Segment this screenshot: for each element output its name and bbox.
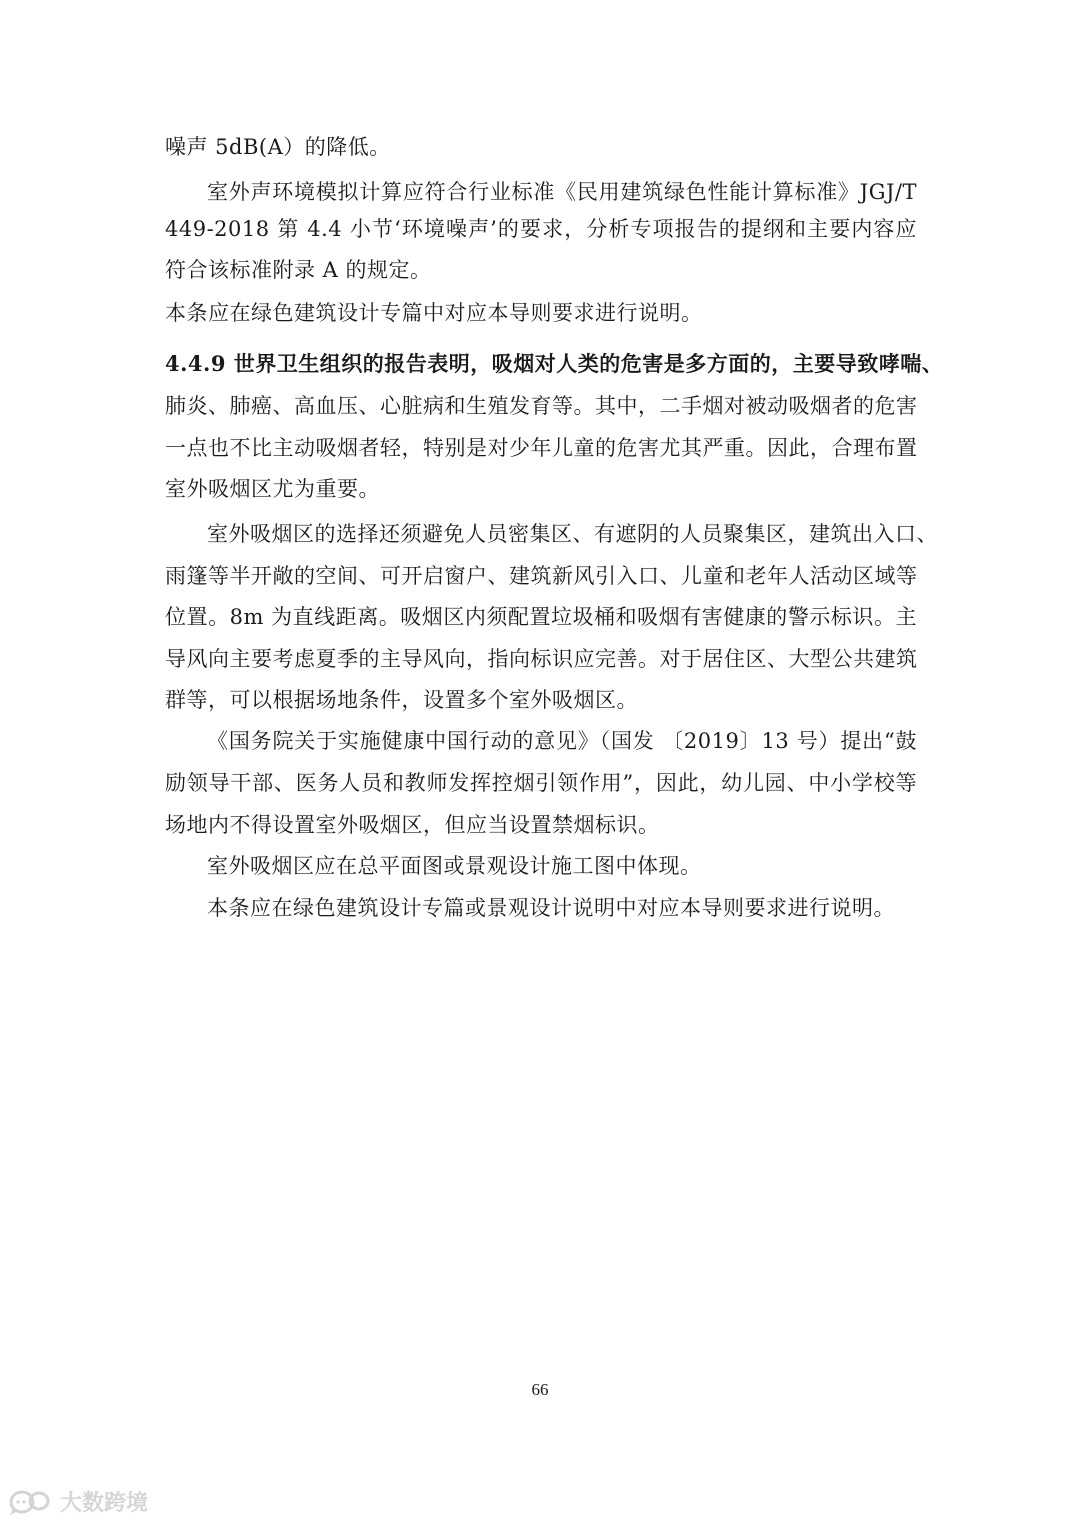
body-line: 室外吸烟区应在总平面图或景观设计施工图中体现。 [207, 854, 702, 878]
watermark-text: 大数跨境 [60, 1491, 149, 1516]
body-line: 导风向主要考虑夏季的主导风向，指向标识应完善。对于居住区、大型公共建筑 [165, 647, 918, 671]
body-line: 《国务院关于实施健康中国行动的意见》（国发 〔2019〕13 号）提出“鼓 [207, 729, 917, 753]
body-line: 场地内不得设置室外吸烟区，但应当设置禁烟标识。 [165, 813, 660, 837]
body-line: 449-2018 第 4.4 小节‘环境噪声’的要求，分析专项报告的提纲和主要内容应 [165, 217, 917, 241]
body-line: 符合该标准附录 A 的规定。 [165, 258, 432, 282]
page-number: 66 [531, 1380, 549, 1399]
body-line: 肺炎、肺癌、高血压、心脏病和生殖发育等。其中，二手烟对被动吸烟者的危害 [165, 394, 918, 418]
body-line: 室外吸烟区的选择还须避免人员密集区、有遮阴的人员聚集区，建筑出入口、 [207, 522, 938, 546]
body-line: 励领导干部、医务人员和教师发挥控烟引领作用”，因此，幼儿园、中小学校等 [165, 771, 917, 795]
body-line: 本条应在绿色建筑设计专篇或景观设计说明中对应本导则要求进行说明。 [207, 896, 895, 920]
body-line: 本条应在绿色建筑设计专篇中对应本导则要求进行说明。 [165, 301, 703, 325]
body-line: 室外声环境模拟计算应符合行业标准《民用建筑绿色性能计算标准》JGJ/T [207, 180, 917, 204]
body-line: 噪声 5dB(A）的降低。 [165, 135, 391, 159]
body-line: 群等，可以根据场地条件，设置多个室外吸烟区。 [165, 688, 638, 712]
chat-bubbles-logo-icon [8, 1488, 54, 1516]
body-line: 位置。8m 为直线距离。吸烟区内须配置垃圾桶和吸烟有害健康的警示标识。主 [165, 605, 917, 629]
watermark [8, 1486, 148, 1517]
section-heading-line: 4.4.9 世界卫生组织的报告表明，吸烟对人类的危害是多方面的，主要导致哮喘、 [165, 351, 944, 376]
body-line: 室外吸烟区尤为重要。 [165, 477, 380, 501]
body-line: 雨篷等半开敞的空间、可开启窗户、建筑新风引入口、儿童和老年人活动区域等 [165, 564, 918, 588]
body-line: 一点也不比主动吸烟者轻，特别是对少年儿童的危害尤其严重。因此，合理布置 [165, 436, 918, 460]
